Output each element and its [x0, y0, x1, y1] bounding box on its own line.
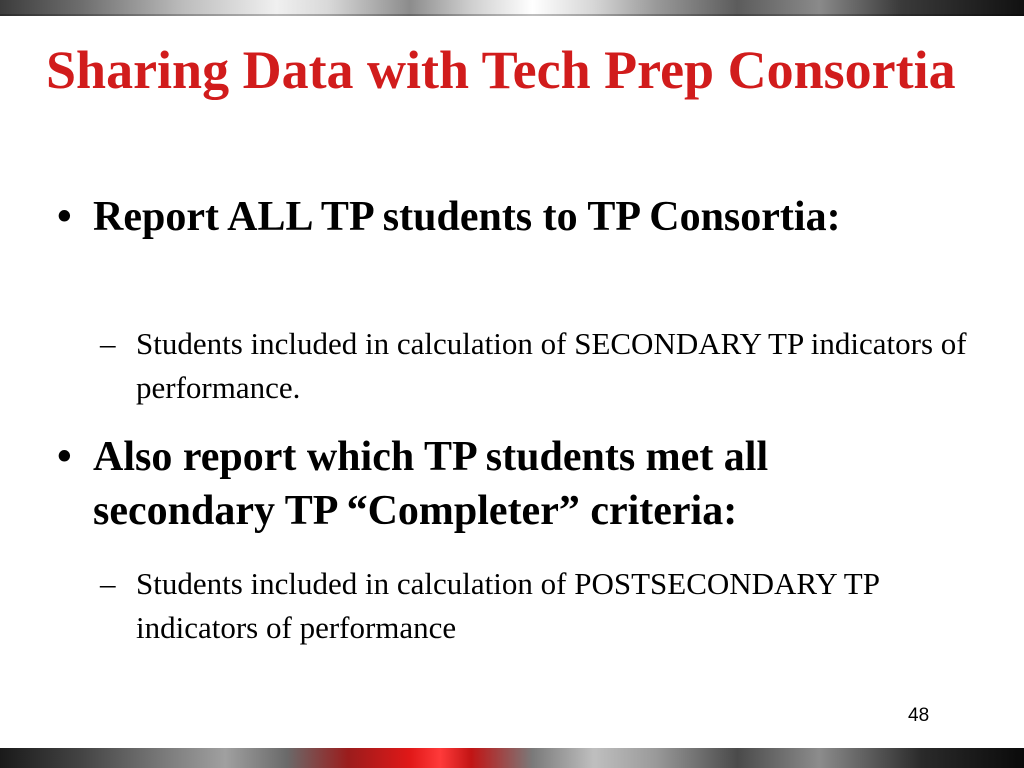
bullet-text: Report ALL TP students to TP Consortia:: [93, 194, 841, 240]
sub-bullet-item: [100, 322, 980, 410]
bullet-text: Also report which TP students met all secondary TP “Completer” criteria:: [93, 434, 769, 534]
bottom-decorative-band: [0, 748, 1024, 768]
sub-bullet-item: [100, 562, 980, 650]
slide-title: Sharing Data with Tech Prep Consortia: [46, 40, 956, 100]
bullet-item: [57, 190, 957, 244]
top-decorative-band: [0, 0, 1024, 16]
bullet-marker: •: [57, 194, 72, 240]
sub-bullet-marker: –: [100, 566, 116, 601]
bullet-marker: •: [57, 434, 72, 480]
sub-bullet-text: Students included in calculation of POSTSECONDARY TP indicators of performance: [136, 566, 879, 645]
page-number: 48: [908, 705, 930, 726]
sub-bullet-text: Students included in calculation of SECONDARY TP indicators of performance.: [136, 326, 967, 405]
sub-bullet-marker: –: [100, 326, 116, 361]
bullet-item: [57, 430, 957, 538]
